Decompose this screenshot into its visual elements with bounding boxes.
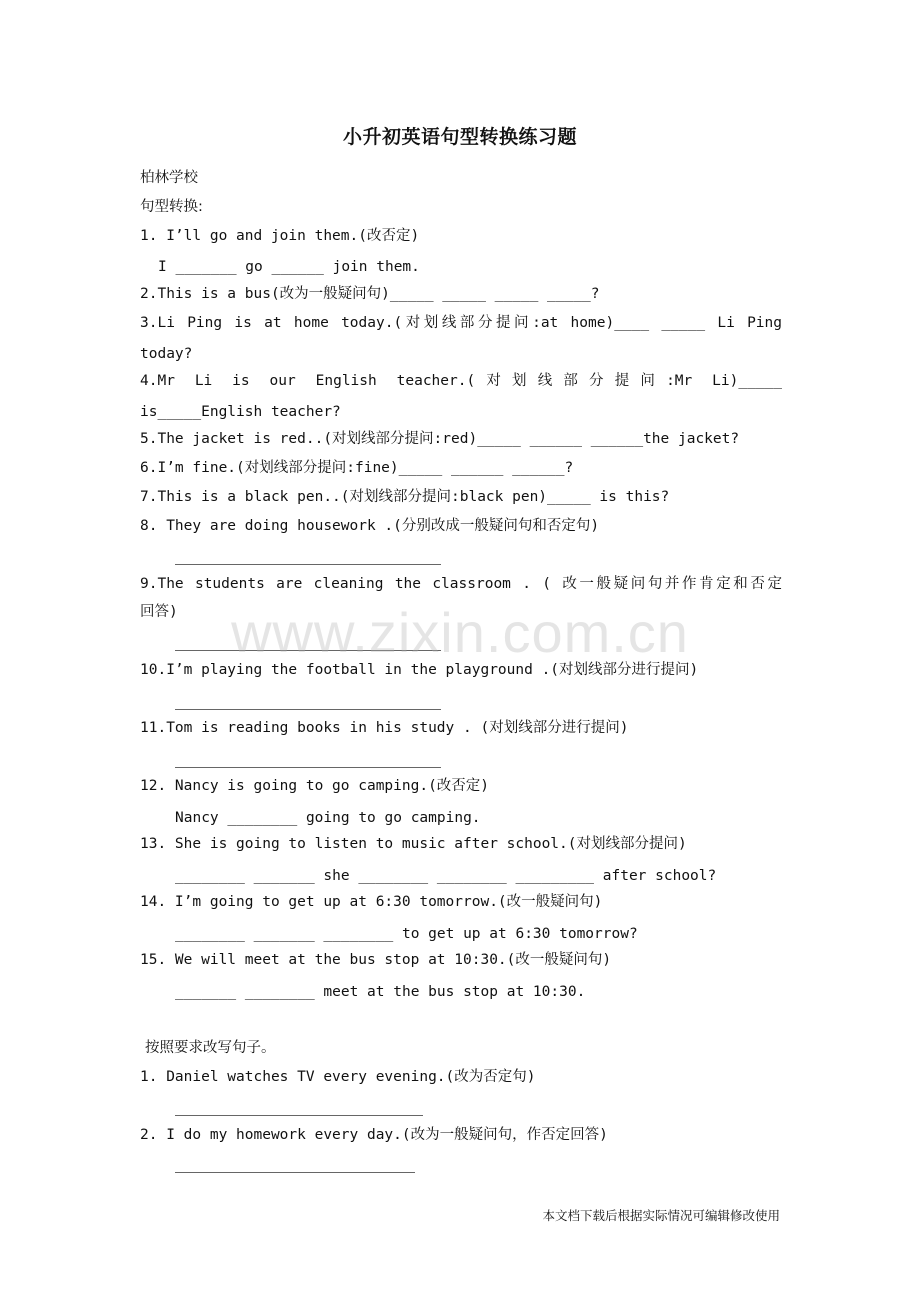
answer-rule-9	[175, 650, 441, 651]
question-5: 5.The jacket is red..(对划线部分提问:red)_____ ______ ______the jacket?	[140, 431, 740, 447]
question-10: 10.I’m playing the football in the playground .(对划线部分进行提问)	[140, 662, 699, 678]
question-8: 8. They are doing housework .(分别改成一般疑问句和否定句)	[140, 518, 600, 534]
answer-rule-11	[175, 767, 441, 768]
answer-rule-r2	[175, 1172, 415, 1173]
question-12-answer-line: Nancy ________ going to go camping.	[175, 810, 481, 826]
question-12: 12. Nancy is going to go camping.(改否定)	[140, 778, 490, 794]
question-14-answer-line: ________ _______ ________ to get up at 6:30 tomorrow?	[175, 926, 638, 942]
question-3-line-1: 3.Li Ping is at home today.(对划线部分提问:at home)____ _____ Li Ping	[140, 315, 782, 331]
answer-rule-10	[175, 709, 441, 710]
question-9-line-2: 回答)	[140, 604, 178, 620]
question-4-line-1: 4.Mr Li is our English teacher.(对划线部分提问:Mr Li)_____	[140, 373, 782, 389]
rewrite-1: 1. Daniel watches TV every evening.(改为否定句)	[140, 1069, 536, 1085]
question-1-answer-line: I _______ go ______ join them.	[158, 259, 420, 275]
answer-rule-r1	[175, 1115, 423, 1116]
question-9-line-1: 9.The students are cleaning the classroom . ( 改一般疑问句并作肯定和否定	[140, 576, 782, 592]
question-11: 11.Tom is reading books in his study . (对划线部分进行提问)	[140, 720, 629, 736]
watermark: www.zixin.com.cn	[231, 601, 689, 664]
footer-note: 本文档下载后根据实际情况可编辑修改使用	[542, 1208, 780, 1223]
question-7: 7.This is a black pen..(对划线部分提问:black pen)_____ is this?	[140, 489, 670, 505]
page-title: 小升初英语句型转换练习题	[342, 126, 577, 148]
question-13-answer-line: ________ _______ she ________ ________ _________ after school?	[175, 868, 717, 884]
question-13: 13. She is going to listen to music after school.(对划线部分提问)	[140, 836, 687, 852]
section-heading-transform: 句型转换:	[140, 199, 203, 215]
answer-rule-8	[175, 564, 441, 565]
question-4-line-2: is_____English teacher?	[140, 404, 341, 420]
rewrite-2: 2. I do my homework every day.(改为一般疑问句，作否定回答)	[140, 1127, 608, 1143]
section-heading-rewrite: 按照要求改写句子。	[145, 1040, 276, 1056]
question-3-line-2: today?	[140, 346, 193, 362]
question-1: 1. I’ll go and join them.(改否定)	[140, 228, 420, 244]
question-6: 6.I’m fine.(对划线部分提问:fine)_____ ______ ______?	[140, 460, 574, 476]
school-name: 柏林学校	[140, 170, 198, 186]
question-15: 15. We will meet at the bus stop at 10:30.(改一般疑问句)	[140, 952, 612, 968]
question-14: 14. I’m going to get up at 6:30 tomorrow.(改一般疑问句)	[140, 894, 603, 910]
question-2: 2.This is a bus(改为一般疑问句)_____ _____ _____ _____?	[140, 286, 600, 302]
question-15-answer-line: _______ ________ meet at the bus stop at 10:30.	[175, 984, 586, 1000]
